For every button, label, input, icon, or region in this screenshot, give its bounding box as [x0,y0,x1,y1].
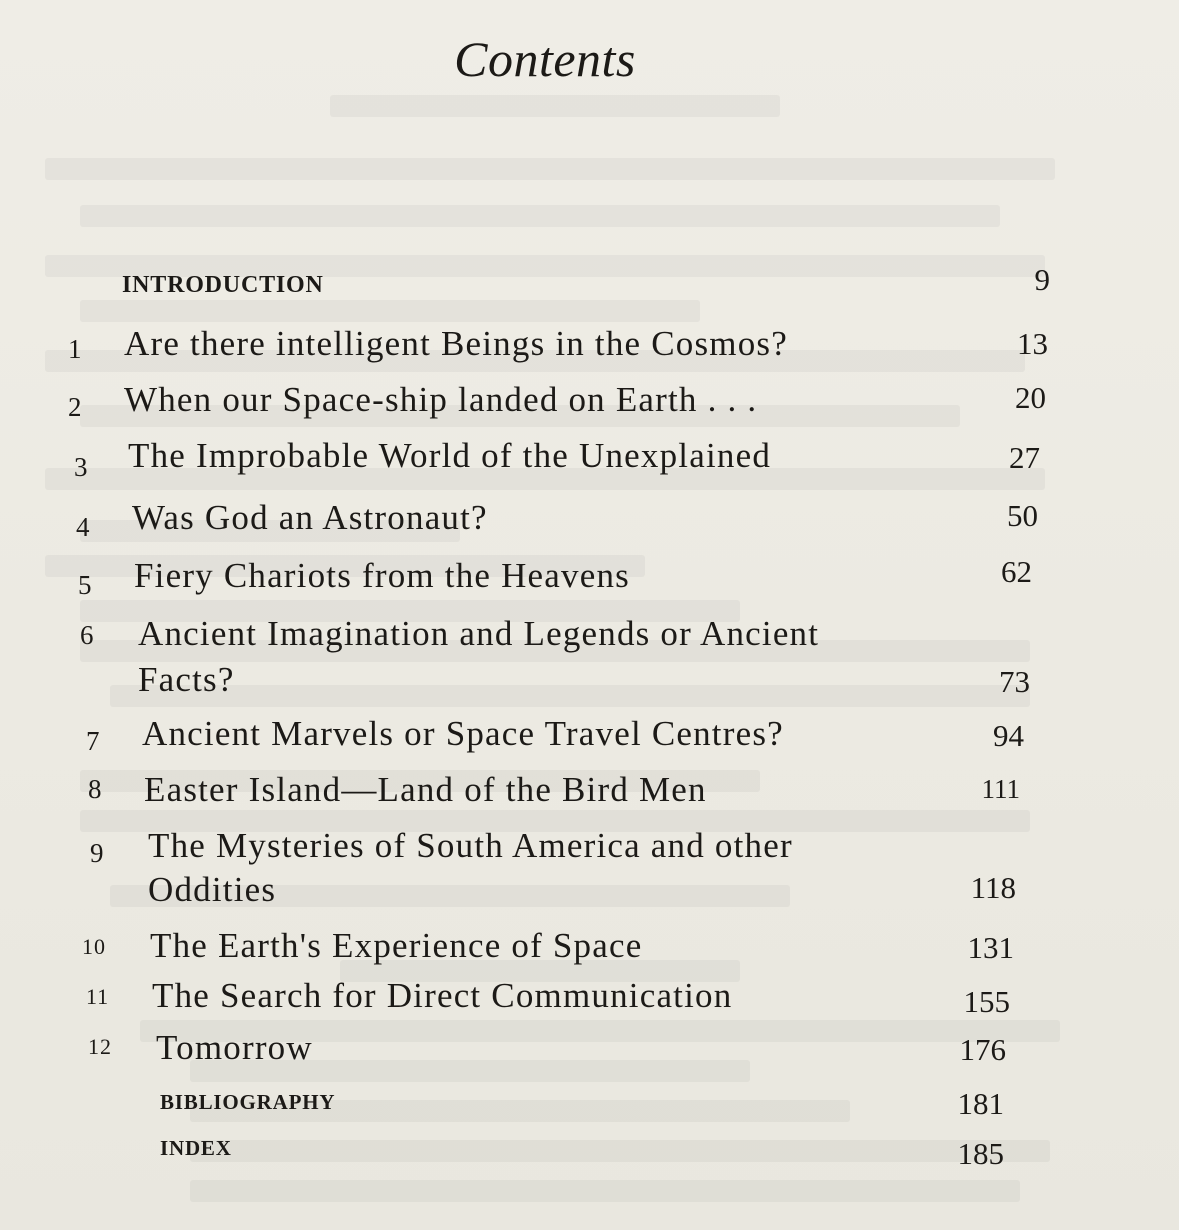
entry-title: INDEX [160,1136,232,1160]
entry-page-number: 111 [981,774,1020,804]
chapter-number: 11 [86,984,110,1009]
toc-entry [0,496,1179,546]
entry-title-continued: Facts? [138,660,235,699]
entry-title: The Earth's Experience of Space [150,926,643,965]
chapter-number: 7 [86,726,100,756]
entry-page-number: 9 [1034,262,1050,297]
entry-page-number: 13 [1017,326,1048,361]
chapter-number: 2 [68,392,82,422]
entry-title: When our Space-ship landed on Earth . . . [124,380,758,419]
toc-entry-bibliography [0,1084,1179,1134]
entry-title-continued: Oddities [148,870,277,909]
entry-title: Fiery Chariots from the Heavens [134,556,630,595]
entry-title: BIBLIOGRAPHY [160,1090,336,1114]
chapter-number: 8 [88,774,102,804]
entry-page-number: 155 [963,984,1010,1019]
entry-page-number: 50 [1007,498,1038,533]
entry-page-number: 62 [1001,554,1032,589]
toc-entry [0,712,1179,762]
entry-title: INTRODUCTION [122,272,324,298]
chapter-number: 3 [74,452,88,482]
toc-entry-index [0,1130,1179,1180]
toc-entry [0,768,1179,818]
entry-page-number: 181 [957,1086,1004,1121]
chapter-number: 6 [80,620,94,650]
entry-title: The Improbable World of the Unexplained [128,436,772,475]
toc-entry [0,612,1179,702]
toc-entry [0,322,1179,372]
entry-page-number: 118 [970,870,1016,905]
entry-page-number: 73 [999,664,1030,699]
chapter-number: 4 [76,512,90,542]
toc-entry [0,976,1179,1026]
page-title: Contents [454,31,636,87]
entry-title: Ancient Imagination and Legends or Ancient [138,614,820,653]
entry-page-number: 176 [959,1032,1006,1067]
chapter-number: 5 [78,570,92,600]
entry-title: Are there intelligent Beings in the Cosmos? [124,324,788,363]
toc-entry [0,554,1179,604]
entry-title: Ancient Marvels or Space Travel Centres? [142,714,784,753]
entry-page-number: 27 [1009,440,1040,475]
entry-title: The Search for Direct Communication [152,976,733,1015]
toc-entry [0,434,1179,484]
entry-page-number: 20 [1015,380,1046,415]
chapter-number: 9 [90,838,104,868]
toc-entry [0,1028,1179,1078]
entry-title: Was God an Astronaut? [132,498,488,537]
entry-page-number: 94 [993,718,1024,753]
toc-entry [0,924,1179,974]
entry-title: The Mysteries of South America and other [148,826,793,865]
toc-entry-introduction [0,262,1179,312]
chapter-number: 12 [88,1034,112,1059]
chapter-number: 1 [68,334,82,364]
chapter-number: 10 [82,934,106,959]
entry-page-number: 185 [957,1136,1004,1171]
entry-title: Tomorrow [156,1028,313,1067]
entry-title: Easter Island—Land of the Bird Men [144,770,707,809]
toc-entry [0,826,1179,916]
toc-entry [0,378,1179,428]
entry-page-number: 131 [967,930,1014,965]
